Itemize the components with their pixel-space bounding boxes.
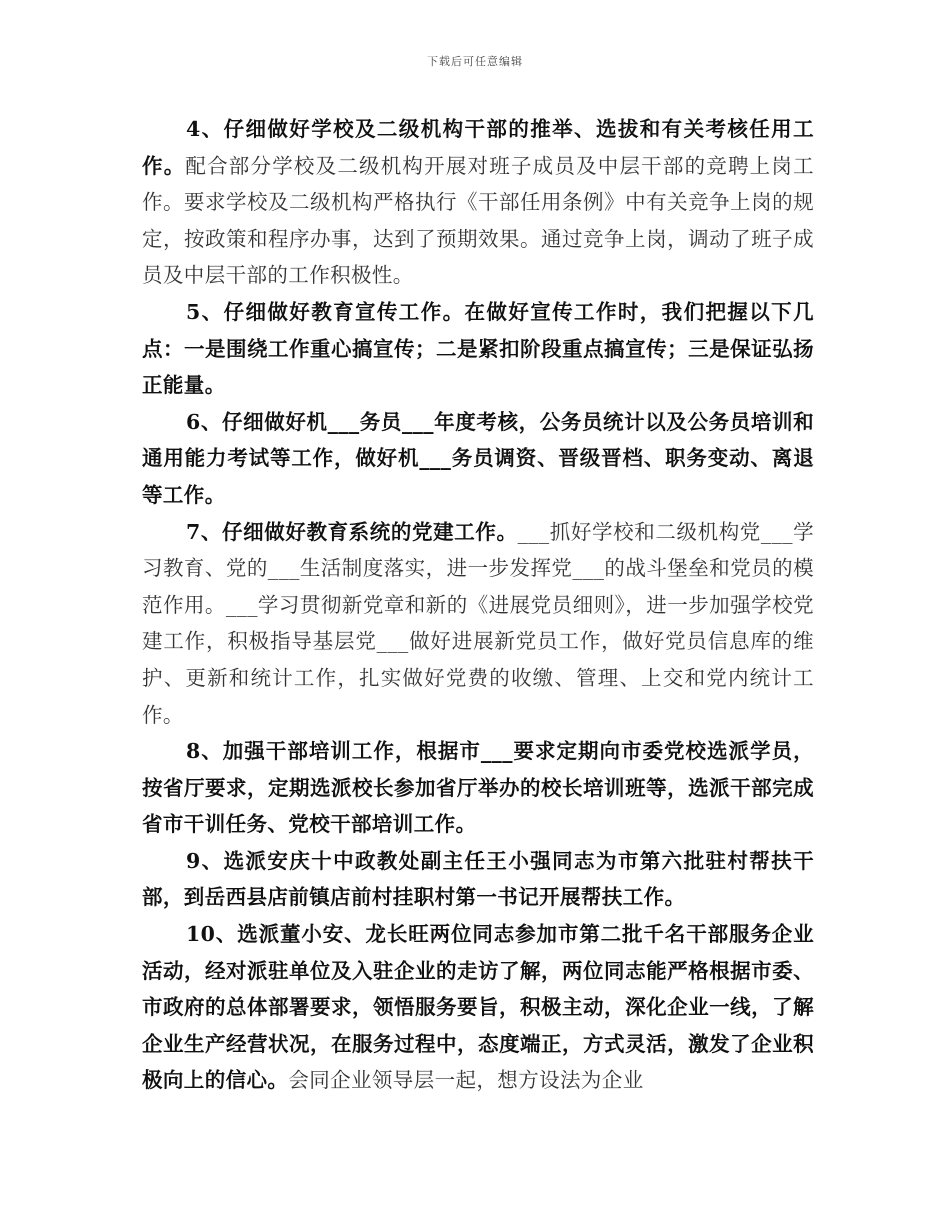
- paragraph-item-7: [142, 514, 814, 734]
- paragraph-bold-text: 4、仔细做好学校及二级机构干部的推举、选拔和有关考核任用工作。: [142, 117, 814, 178]
- paragraph-item-8: [142, 733, 814, 843]
- paragraph-item-5: [142, 294, 814, 404]
- paragraph-bold-text: 8、加强干部培训工作，根据市___要求定期向市委党校选派学员，按省厅要求，定期选派校长参加省厅举办的校长培训班等，选派干部完成省市干训任务、党校干部培训工作。: [142, 739, 814, 837]
- paragraph-bold-text: 10、选派董小安、龙长旺两位同志参加市第二批千名干部服务企业活动，经对派驻单位及入驻企业的走访了解，两位同志能严格根据市委、市政府的总体部署要求，领悟服务要旨，积极主动，深化企业一线，了解企业生产经营状况，在服务过程中，态度端正，方式灵活，激发了企业积极向上的信心。: [142, 922, 814, 1093]
- paragraph-item-6: [142, 404, 814, 514]
- document-body: [142, 111, 814, 1099]
- paragraph-normal-text: 会同企业领导层一起，想方设法为企业: [288, 1068, 644, 1093]
- paragraph-normal-text: 配合部分学校及二级机构开展对班子成员及中层干部的竞聘上岗工作。要求学校及二级机构严格执行《干部任用条例》中有关竞争上岗的规定，按政策和程序办事，达到了预期效果。通过竞争上岗，调动了班子成员及中层干部的工作积极性。: [142, 153, 814, 288]
- paragraph-bold-text: 5、仔细做好教育宣传工作。在做好宣传工作时，我们把握以下几点：一是围绕工作重心搞宣传；二是紧扣阶段重点搞宣传；三是保证弘扬正能量。: [142, 299, 814, 398]
- paragraph-bold-text: 9、选派安庆十中政教处副主任王小强同志为市第六批驻村帮扶干部，到岳西县店前镇店前村挂职村第一书记开展帮扶工作。: [142, 848, 814, 910]
- paragraph-item-9: [142, 843, 814, 916]
- paragraph-bold-text: 7、仔细做好教育系统的党建工作。: [186, 519, 518, 544]
- paragraph-bold-text: 6、仔细做好机___务员___年度考核，公务员统计以及公务员培训和通用能力考试等工作，做好机___务员调资、晋级晋档、职务变动、离退等工作。: [142, 409, 814, 507]
- paragraph-item-10: [142, 916, 814, 1099]
- paragraph-normal-text: ___抓好学校和二级机构党___学习教育、党的___生活制度落实，进一步发挥党___的战斗堡垒和党员的模范作用。___学习贯彻新党章和新的《进展党员细则》，进一步加强学校党建工作，积极指导基层党___做好进展新党员工作，做好党员信息库的维护、更新和统计工作，扎实做好党费的收缴、管理、上交和党内统计工作。: [142, 519, 814, 727]
- paragraph-item-4: [142, 111, 814, 294]
- header-note: 下载后可任意编辑: [427, 55, 523, 68]
